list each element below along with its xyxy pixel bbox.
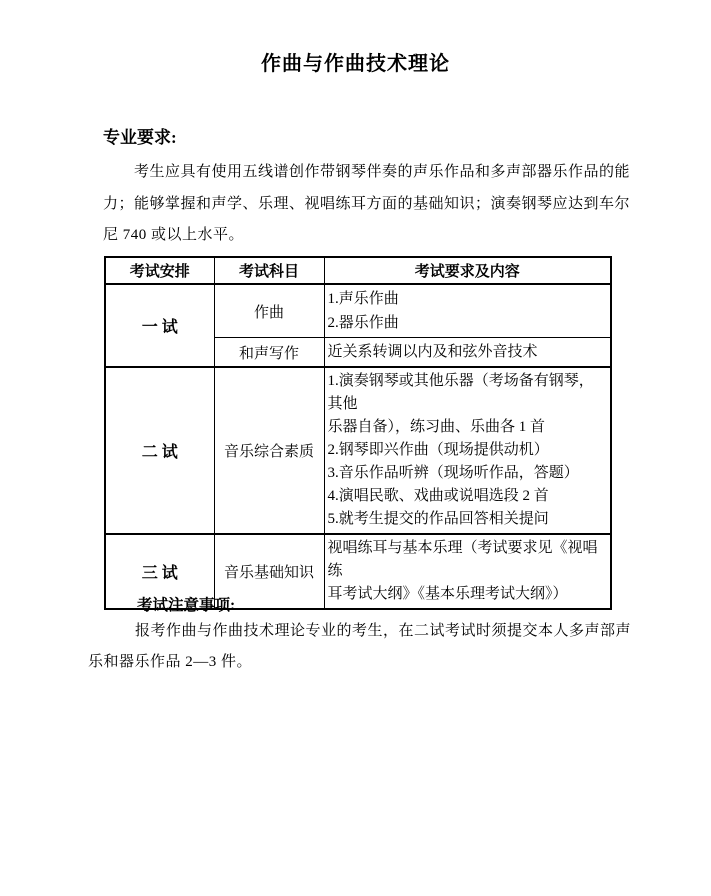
cell-content-harmony-writing <box>324 338 611 368</box>
cell-subject-music-basics: 音乐基础知识 <box>214 534 324 609</box>
cell-subject-composition: 作曲 <box>214 284 324 338</box>
content-line: 视唱练耳与基本乐理（考试要求见《视唱练 <box>327 540 598 579</box>
cell-content-music-basics <box>324 534 611 609</box>
cell-arrangement-round3: 三 试 <box>105 534 214 609</box>
content-line: 3.音乐作品听辨（现场听作品，答题） <box>327 465 579 481</box>
content-line: 2.器乐作曲 <box>327 315 399 331</box>
table-row <box>105 284 611 338</box>
requirements-line: 尼 740 或以上水平。 <box>103 227 245 243</box>
requirements-line: 考生应具有使用五线谱创作带钢琴伴奏的声乐作品和多声部器乐作品的能 <box>134 164 631 180</box>
requirements-line: 力；能够掌握和声学、乐理、视唱练耳方面的基础知识；演奏钢琴应达到车尔 <box>103 195 631 212</box>
header-cell-arrangement: 考试安排 <box>105 257 214 284</box>
cell-arrangement-round2: 二 试 <box>105 367 214 534</box>
header-cell-subject: 考试科目 <box>214 257 324 284</box>
content-line: 1.声乐作曲 <box>327 291 399 307</box>
content-line: 1.演奏钢琴或其他乐器（考场备有钢琴，其他 <box>327 373 594 412</box>
header-cell-content: 考试要求及内容 <box>324 257 611 284</box>
content-line: 4.演唱民歌、戏曲或说唱选段 2 首 <box>327 488 549 504</box>
content-line: 耳考试大纲》《基本乐理考试大纲》） <box>327 586 568 602</box>
requirements-paragraph <box>103 157 631 252</box>
exam-table <box>104 256 612 610</box>
content-line: 2.钢琴即兴作曲（现场提供动机） <box>327 442 549 458</box>
table-header-row <box>105 257 611 284</box>
content-line: 5.就考生提交的作品回答相关提问 <box>327 511 549 527</box>
cell-subject-harmony-writing: 和声写作 <box>214 338 324 368</box>
cell-subject-music-comprehensive: 音乐综合素质 <box>214 367 324 534</box>
notes-paragraph <box>88 616 632 677</box>
notes-line: 乐和器乐作品 2—3 件。 <box>88 653 253 670</box>
cell-content-composition <box>324 284 611 338</box>
notes-line: 报考作曲与作曲技术理论专业的考生，在二试考试时须提交本人多声部声 <box>135 623 632 639</box>
requirements-heading: 专业要求: <box>103 128 177 147</box>
notes-heading: 考试注意事项: <box>137 597 236 614</box>
cell-content-music-comprehensive <box>324 367 611 534</box>
content-line: 近关系转调以内及和弦外音技术 <box>327 343 538 360</box>
page-title: 作曲与作曲技术理论 <box>261 53 450 75</box>
content-line: 乐器自备），练习曲、乐曲各 1 首 <box>327 419 546 435</box>
cell-arrangement-round1: 一 试 <box>105 284 214 367</box>
table-row <box>105 367 611 534</box>
